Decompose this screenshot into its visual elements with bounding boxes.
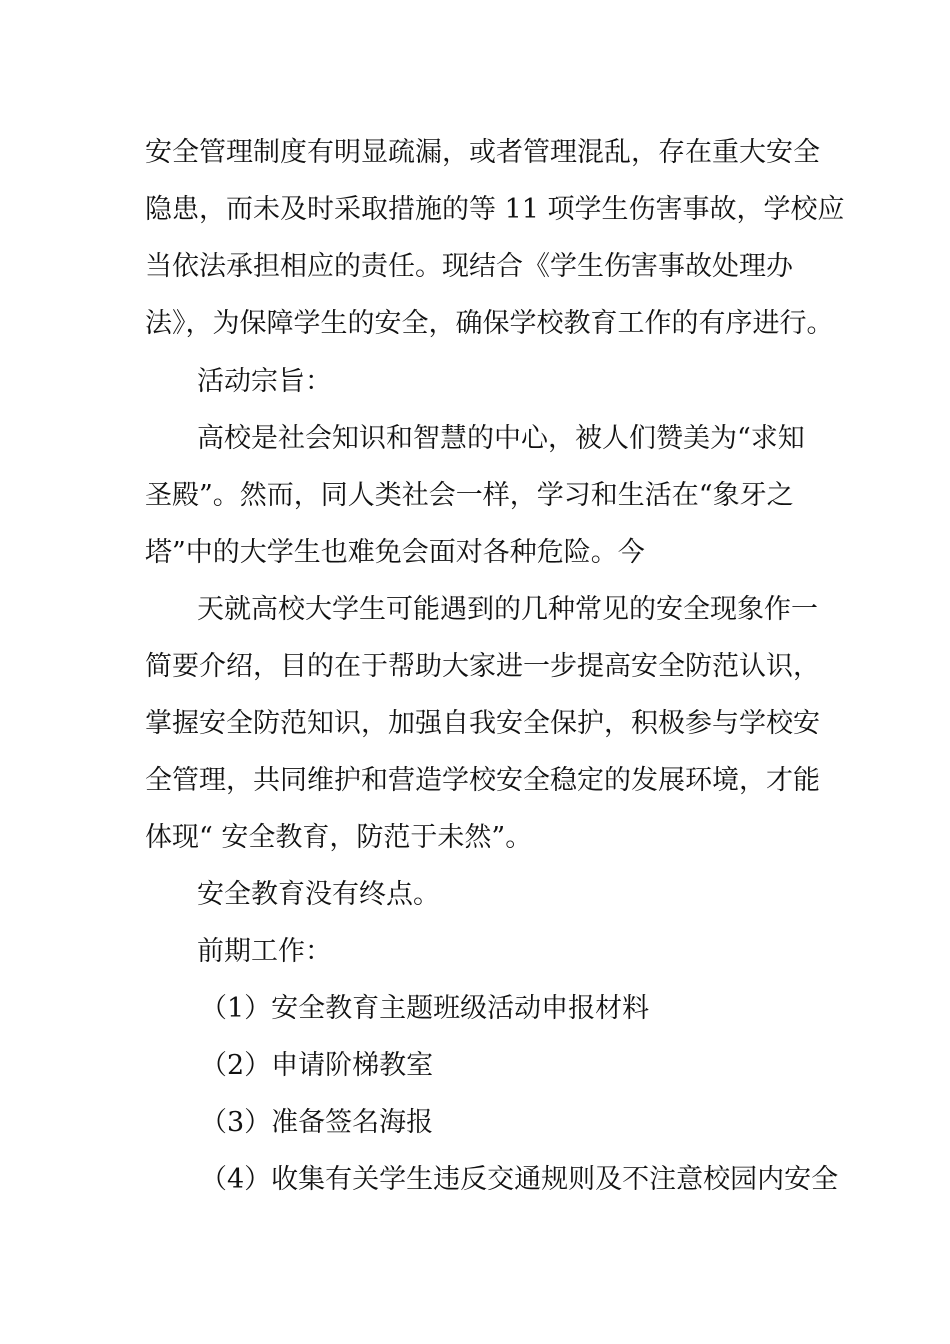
- text-line: 当依法承担相应的责任。现结合《学生伤害事故处理办: [145, 251, 793, 282]
- statement-line: 安全教育没有终点。: [197, 879, 440, 910]
- text-line: 法》，为保障学生的安全，确保学校教育工作的有序进行。: [145, 308, 834, 339]
- text-line: 隐患，而未及时采取措施的等 11 项学生伤害事故，学校应: [145, 194, 845, 225]
- section-heading-purpose: 活动宗旨：: [197, 366, 332, 397]
- text-line: 安全管理制度有明显疏漏，或者管理混乱，存在重大安全: [145, 137, 820, 168]
- list-item: （4）收集有关学生违反交通规则及不注意校园内安全: [200, 1164, 839, 1195]
- text-line: 简要介绍，目的在于帮助大家进一步提高安全防范认识，: [145, 651, 820, 682]
- list-item: （2）申请阶梯教室: [200, 1050, 434, 1081]
- text-line: 天就高校大学生可能遇到的几种常见的安全现象作一: [197, 594, 818, 625]
- list-item: （3）准备签名海报: [200, 1107, 434, 1138]
- list-item: （1）安全教育主题班级活动申报材料: [200, 993, 650, 1024]
- text-line: 体现“ 安全教育，防范于未然”。: [145, 822, 533, 853]
- text-line: 塔”中的大学生也难免会面对各种危险。今: [145, 537, 645, 568]
- text-line: 圣殿”。然而，同人类社会一样，学习和生活在“象牙之: [145, 480, 794, 511]
- text-line: 高校是社会知识和智慧的中心，被人们赞美为“求知: [197, 423, 805, 454]
- text-line: 全管理，共同维护和营造学校安全稳定的发展环境，才能: [145, 765, 820, 796]
- section-heading-prep: 前期工作：: [197, 936, 332, 967]
- text-line: 掌握安全防范知识，加强自我安全保护，积极参与学校安: [145, 708, 820, 739]
